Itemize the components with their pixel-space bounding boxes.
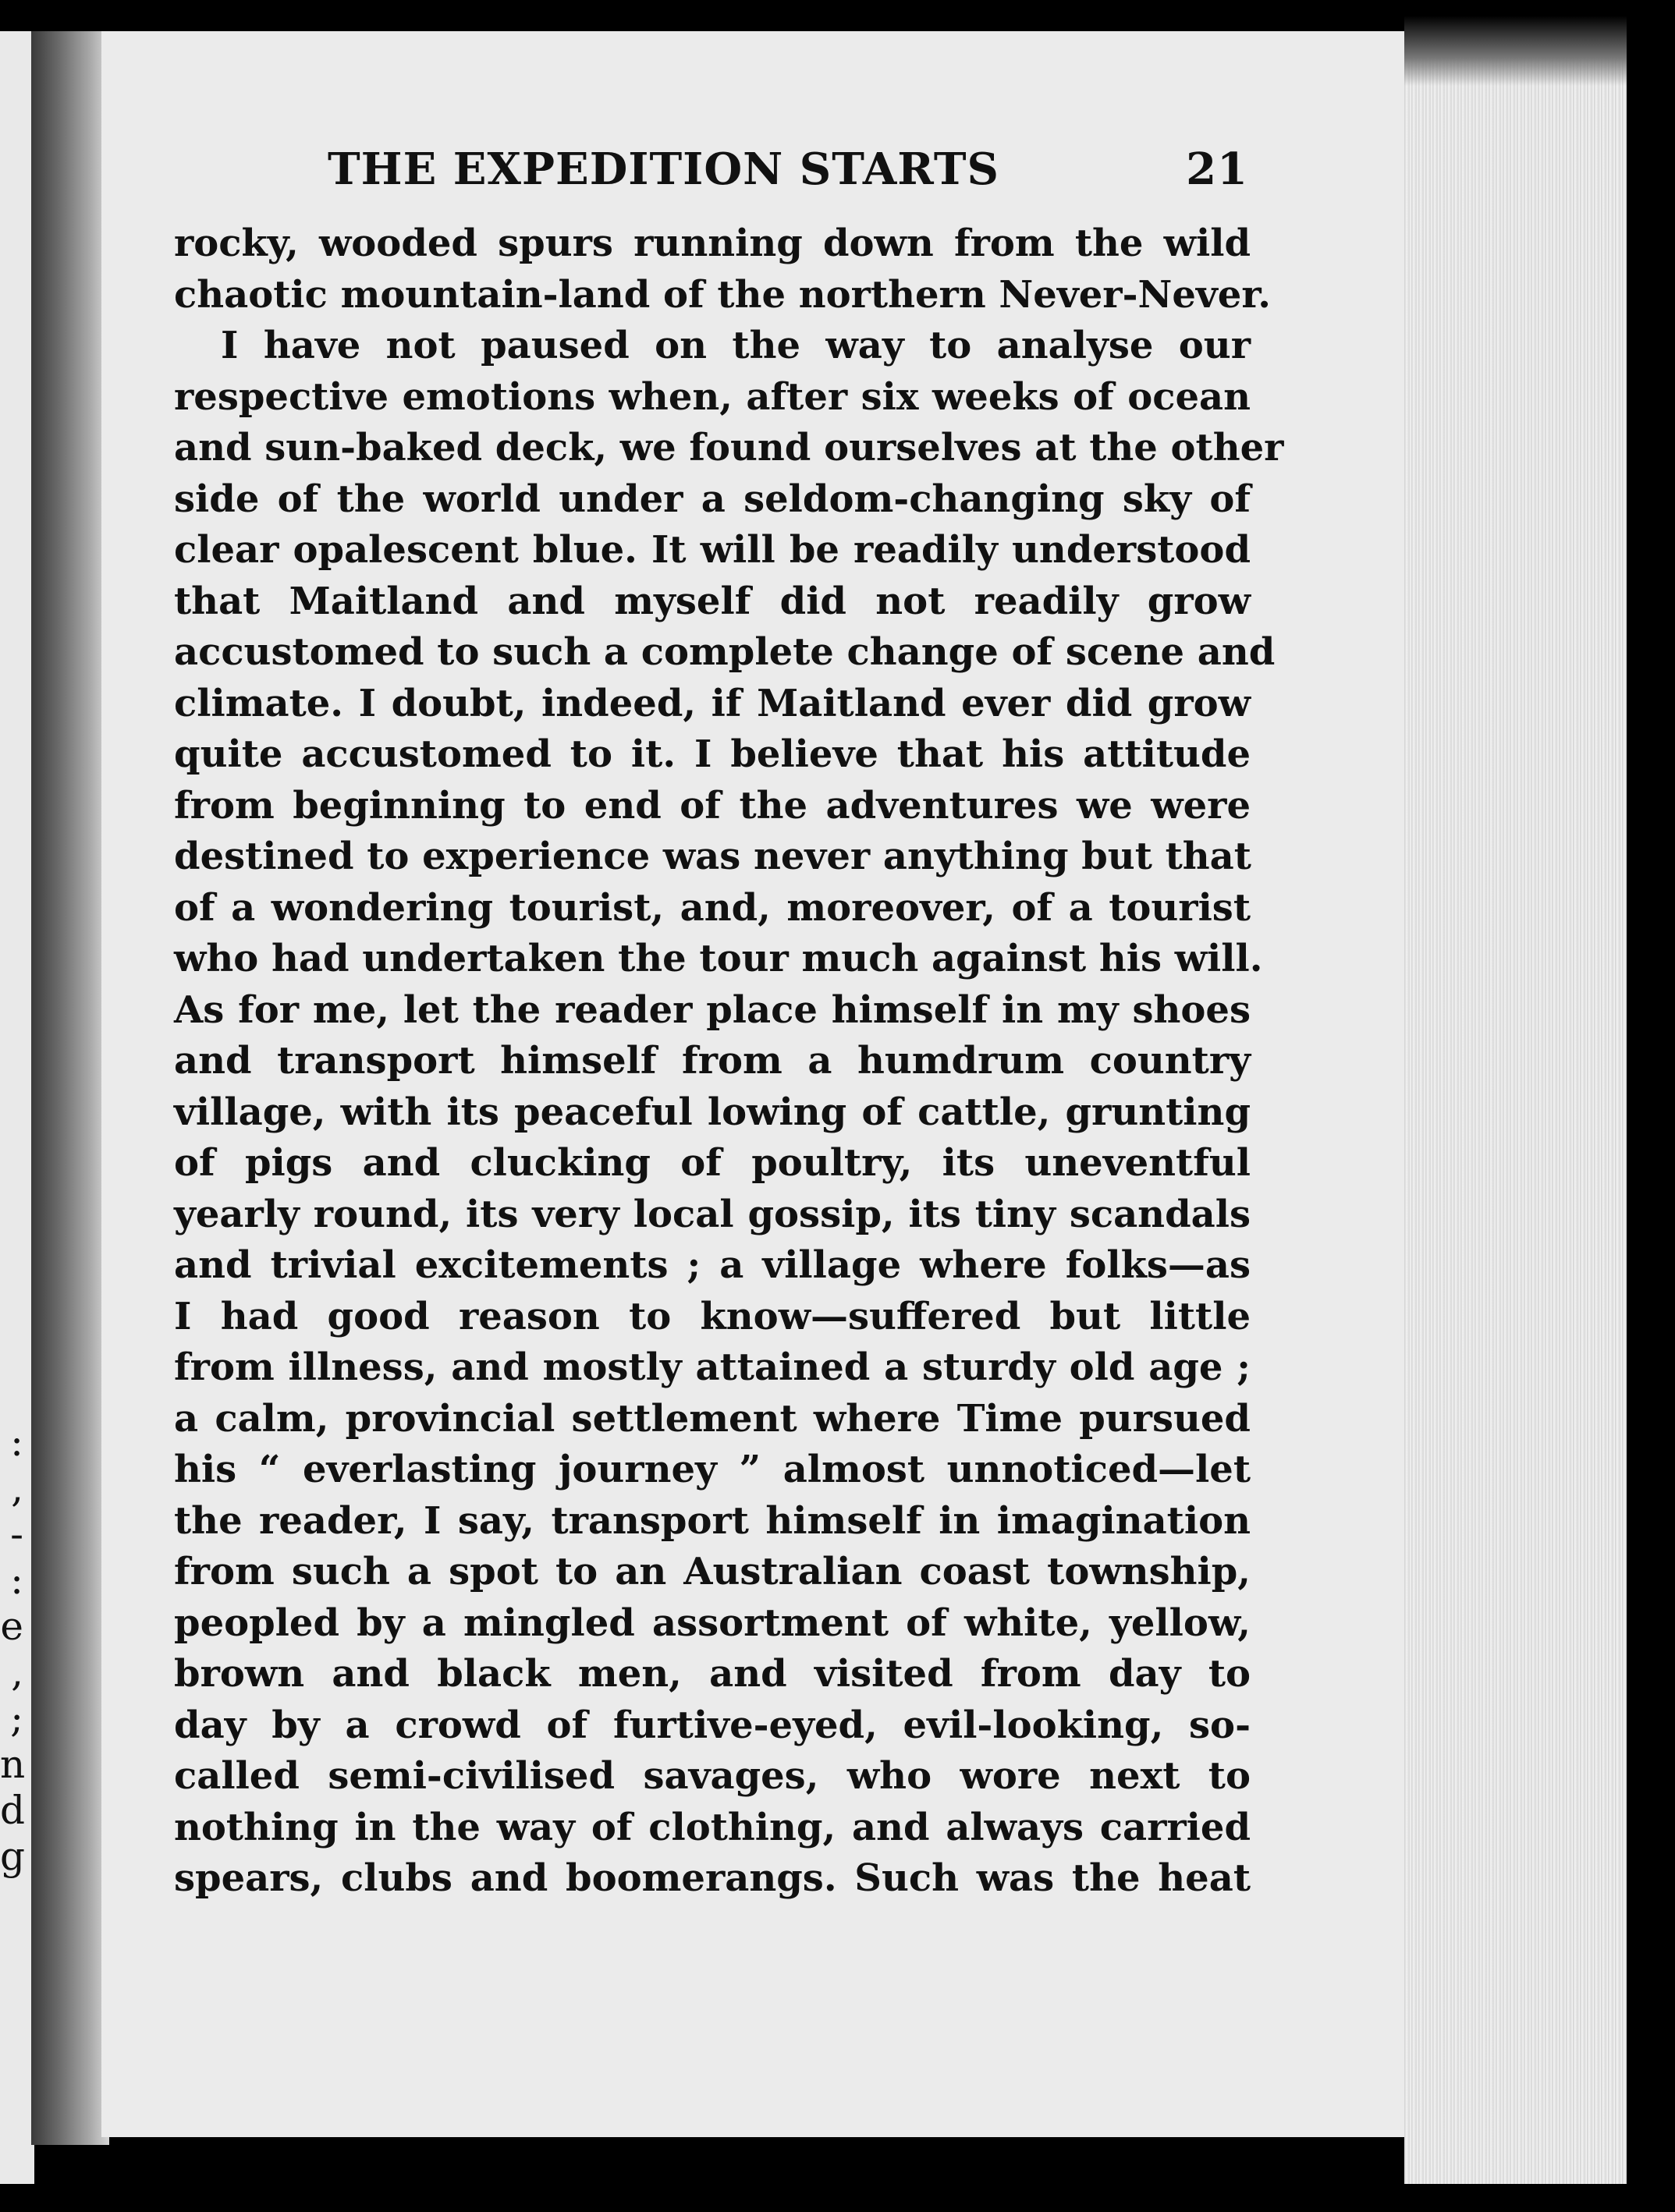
text-line: peopled by a mingled assortment of white, yellow, bbox=[174, 1601, 1251, 1645]
margin-fragment: : bbox=[10, 1558, 23, 1603]
margin-fragment: n bbox=[0, 1742, 26, 1787]
text-line: rocky, wooded spurs running down from the wild bbox=[174, 222, 1251, 265]
text-line: brown and black men, and visited from day to bbox=[174, 1652, 1251, 1696]
text-line: of a wondering tourist, and, moreover, of a tourist bbox=[174, 885, 1251, 930]
text-line: who had undertaken the tour much against his will. bbox=[174, 937, 1263, 980]
margin-fragment: d bbox=[0, 1788, 26, 1833]
margin-fragment: g bbox=[0, 1834, 26, 1879]
text-line: As for me, let the reader place himself in my shoes bbox=[174, 987, 1251, 1032]
margin-fragment: : bbox=[10, 1420, 23, 1465]
margin-fragment: , bbox=[11, 1650, 23, 1695]
page-number: 21 bbox=[1186, 144, 1248, 195]
text-line: his “ everlasting journey ” almost unnoticed—let bbox=[174, 1448, 1251, 1491]
text-line: that Maitland and myself did not readily grow bbox=[174, 579, 1251, 623]
text-line: of pigs and clucking of poultry, its uneventful bbox=[174, 1141, 1251, 1185]
margin-fragment: , bbox=[11, 1466, 23, 1511]
text-line: and trivial excitements ; a village where folks—as bbox=[174, 1243, 1251, 1287]
text-line: from beginning to end of the adventures we were bbox=[174, 783, 1251, 828]
text-line: spears, clubs and boomerangs. Such was the heat bbox=[174, 1856, 1251, 1900]
text-line: called semi-civilised savages, who wore next to bbox=[174, 1754, 1251, 1798]
body-text bbox=[174, 218, 1284, 1905]
book-gutter-shadow bbox=[31, 31, 109, 2145]
text-line: I have not paused on the way to analyse our bbox=[221, 324, 1251, 367]
text-line: nothing in the way of clothing, and always carried bbox=[174, 1805, 1251, 1849]
text-line: quite accustomed to it. I believe that his attitude bbox=[174, 732, 1251, 776]
text-line: from such a spot to an Australian coast township, bbox=[174, 1550, 1251, 1593]
text-line: village, with its peaceful lowing of cattle, grunting bbox=[174, 1090, 1251, 1134]
running-head bbox=[328, 144, 1248, 198]
text-line: side of the world under a seldom-changing sky of bbox=[174, 477, 1251, 521]
margin-fragment: - bbox=[10, 1512, 23, 1557]
page-edges bbox=[1404, 16, 1627, 2184]
text-line: the reader, I say, transport himself in imagination bbox=[174, 1498, 1251, 1543]
margin-fragment: ; bbox=[10, 1696, 23, 1741]
text-line: a calm, provincial settlement where Time pursued bbox=[174, 1396, 1251, 1441]
text-line: accustomed to such a complete change of scene and bbox=[174, 630, 1276, 674]
text-line: and transport himself from a humdrum country bbox=[174, 1039, 1251, 1083]
text-line: respective emotions when, after six weeks of ocean bbox=[174, 374, 1251, 419]
text-line: destined to experience was never anything but that bbox=[174, 835, 1251, 878]
text-line: clear opalescent blue. It will be readily understood bbox=[174, 528, 1251, 572]
margin-fragment: e bbox=[0, 1604, 23, 1649]
text-line: yearly round, its very local gossip, its tiny scandals bbox=[174, 1192, 1251, 1236]
text-line: and sun-baked deck, we found ourselves at the other bbox=[174, 426, 1284, 470]
text-line: climate. I doubt, indeed, if Maitland ever did grow bbox=[174, 681, 1251, 725]
text-line: chaotic mountain-land of the northern Never-Never. bbox=[174, 272, 1271, 317]
facing-page-fragments bbox=[0, 1420, 26, 1880]
chapter-title: THE EXPEDITION STARTS bbox=[328, 144, 999, 195]
text-line: from illness, and mostly attained a sturdy old age ; bbox=[174, 1345, 1251, 1389]
text-line: I had good reason to know—suffered but little bbox=[174, 1294, 1251, 1338]
page-edges-shadow bbox=[1404, 16, 1627, 86]
text-line: day by a crowd of furtive-eyed, evil-looking, so- bbox=[174, 1703, 1251, 1747]
